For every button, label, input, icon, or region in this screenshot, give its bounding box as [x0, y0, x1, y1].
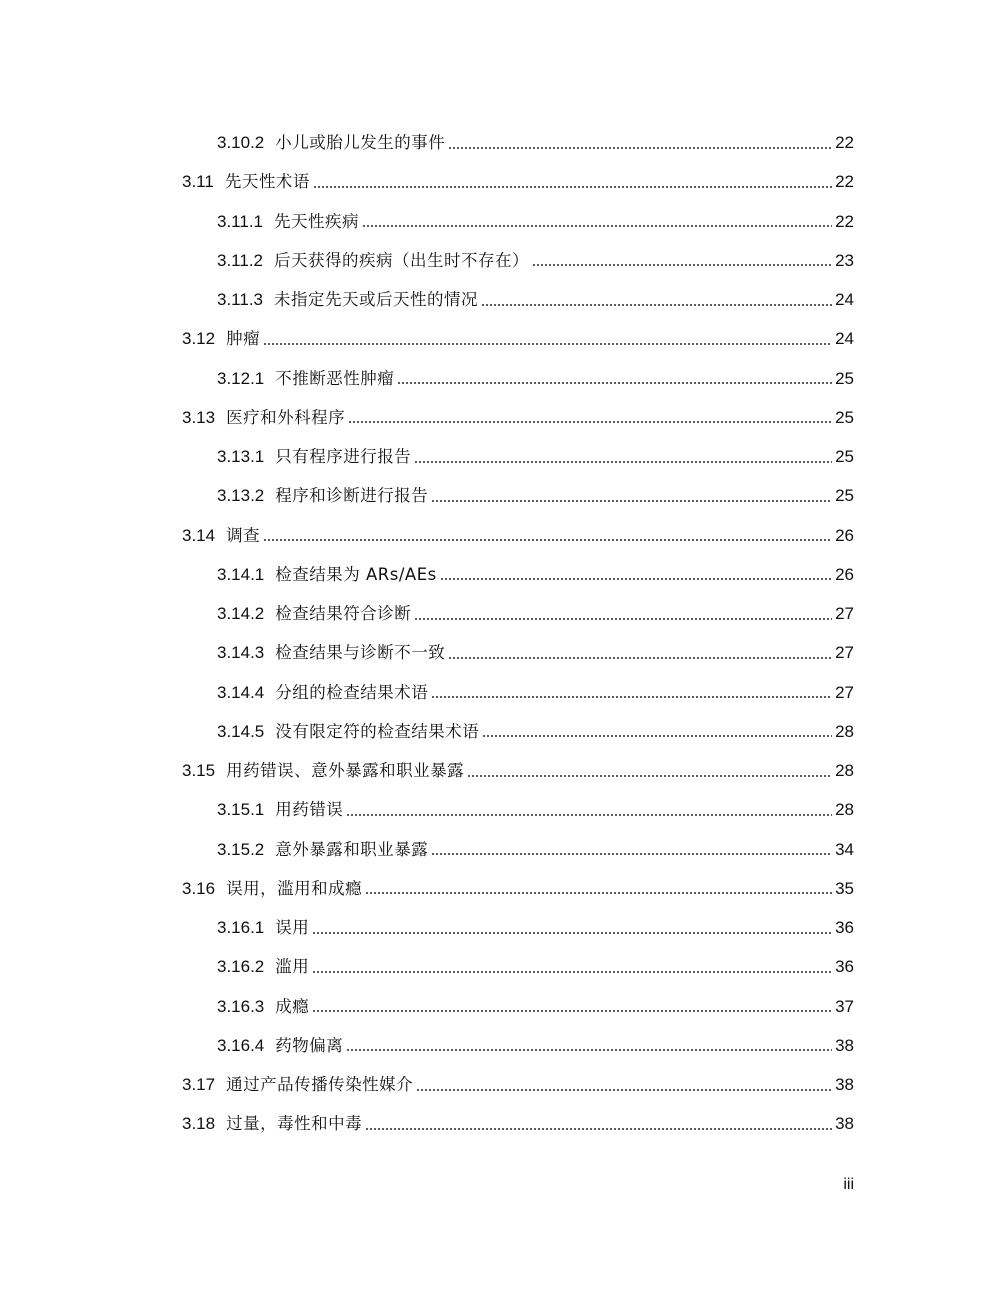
toc-entry-number: 3.11.1 [217, 211, 264, 231]
toc-entry-page: 25 [835, 486, 854, 506]
toc-entry-page: 37 [835, 996, 854, 1016]
toc-entry-title: 用药错误、意外暴露和职业暴露 [226, 761, 465, 780]
toc-entry-number: 3.14.1 [217, 564, 265, 584]
toc-entry-number: 3.16.1 [217, 918, 265, 937]
toc-entry[interactable] [217, 555, 854, 594]
toc-dot-leader [263, 343, 832, 345]
toc-entry[interactable] [217, 673, 854, 712]
toc-entry-page: 26 [835, 525, 854, 545]
toc-dot-leader [346, 1049, 832, 1051]
toc-entry-number: 3.13.2 [217, 486, 265, 506]
toc-entry-number: 3.14.5 [217, 721, 265, 741]
toc-entry[interactable] [182, 751, 854, 790]
toc-entry[interactable] [217, 908, 854, 947]
toc-entry-title: 只有程序进行报告 [275, 447, 412, 466]
toc-entry-page: 38 [835, 1075, 854, 1094]
toc-dot-leader [431, 853, 832, 855]
toc-entry-page: 25 [835, 368, 854, 388]
toc-entry[interactable] [217, 633, 854, 672]
toc-entry-title: 小儿或胎儿发生的事件 [275, 133, 446, 152]
toc-entry-title: 调查 [226, 525, 261, 545]
toc-entry[interactable] [217, 202, 854, 241]
toc-dot-leader [431, 696, 832, 698]
toc-dot-leader [312, 971, 832, 973]
toc-dot-leader [397, 382, 832, 384]
toc-dot-leader [414, 461, 832, 463]
toc-entry-page: 22 [835, 172, 854, 192]
toc-entry[interactable] [182, 162, 854, 201]
toc-entry-page: 34 [835, 839, 854, 859]
toc-dot-leader [312, 1010, 832, 1012]
toc-dot-leader [362, 225, 832, 227]
toc-entry-page: 24 [835, 329, 854, 349]
toc-entry-page: 25 [835, 407, 854, 427]
toc-entry-page: 27 [835, 682, 854, 702]
toc-entry-number: 3.14.2 [217, 604, 265, 623]
toc-entry-number: 3.10.2 [217, 133, 265, 152]
toc-entry[interactable] [217, 594, 854, 633]
page-number: iii [843, 1176, 854, 1193]
toc-entry[interactable] [217, 476, 854, 515]
toc-dot-leader [467, 775, 832, 777]
toc-entry-title: 检查结果为 ARs/AEs [275, 564, 437, 584]
toc-entry-page: 23 [835, 250, 854, 270]
toc-dot-leader [348, 421, 832, 423]
toc-dot-leader [482, 735, 832, 737]
toc-entry[interactable] [217, 241, 854, 280]
toc-entry[interactable] [182, 516, 854, 555]
toc-entry-page: 38 [835, 1114, 854, 1134]
toc-dot-leader [440, 578, 832, 580]
toc-entry-number: 3.11.2 [217, 250, 264, 270]
toc-entry-number: 3.15 [182, 761, 216, 780]
toc-entry-number: 3.12.1 [217, 368, 265, 388]
toc-entry-title: 不推断恶性肿瘤 [275, 368, 395, 388]
toc-entry[interactable] [182, 398, 854, 437]
toc-entry-page: 25 [835, 447, 854, 466]
toc-entry-title: 后天获得的疾病（出生时不存在） [274, 250, 530, 270]
toc-dot-leader [416, 1089, 832, 1091]
toc-entry[interactable] [217, 712, 854, 751]
toc-dot-leader [313, 186, 832, 188]
toc-entry[interactable] [217, 437, 854, 476]
toc-entry-number: 3.14.3 [217, 643, 265, 663]
toc-entry-page: 26 [835, 564, 854, 584]
toc-entry-title: 未指定先天或后天性的情况 [274, 290, 479, 309]
toc-entry-number: 3.18 [182, 1114, 216, 1134]
toc-entry-number: 3.14 [182, 525, 216, 545]
toc-entry-page: 36 [835, 957, 854, 977]
toc-entry-page: 35 [835, 878, 854, 898]
toc-entry[interactable] [217, 947, 854, 986]
toc-entry[interactable] [217, 987, 854, 1026]
toc-entry-title: 误用 [275, 918, 310, 937]
toc-dot-leader [448, 657, 832, 659]
toc-entry-page: 38 [835, 1035, 854, 1055]
toc-entry-number: 3.16.3 [217, 996, 265, 1016]
toc-entry-number: 3.15.2 [217, 839, 265, 859]
toc-entry-page: 22 [835, 133, 854, 152]
toc-dot-leader [312, 932, 832, 934]
toc-entry-title: 药物偏离 [275, 1035, 344, 1055]
toc-dot-leader [481, 304, 832, 306]
toc-dot-leader [431, 500, 832, 502]
toc-dot-leader [365, 892, 832, 894]
toc-entry[interactable] [182, 319, 854, 358]
toc-entry-number: 3.11 [182, 172, 214, 192]
toc-entry-title: 检查结果符合诊断 [275, 604, 412, 623]
toc-entry-page: 28 [835, 761, 854, 780]
toc-entry[interactable] [217, 830, 854, 869]
toc-entry-page: 28 [835, 721, 854, 741]
toc-entry-title: 检查结果与诊断不一致 [275, 643, 446, 663]
toc-entry-title: 滥用 [275, 957, 310, 977]
toc-dot-leader [263, 539, 832, 541]
toc-dot-leader [448, 147, 832, 149]
toc-entry-title: 医疗和外科程序 [226, 407, 346, 427]
toc-entry-page: 24 [835, 290, 854, 309]
toc-dot-leader [532, 264, 832, 266]
toc-entry-number: 3.11.3 [217, 290, 264, 309]
toc-entry-title: 成瘾 [275, 996, 310, 1016]
toc-entry-page: 22 [835, 211, 854, 231]
toc-dot-leader [365, 1128, 832, 1130]
toc-entry-title: 程序和诊断进行报告 [275, 486, 429, 506]
toc-entry-page: 36 [835, 918, 854, 937]
toc-entry[interactable] [217, 123, 854, 162]
toc-entry-title: 先天性术语 [224, 172, 310, 192]
toc-entry-page: 28 [835, 800, 854, 820]
toc-entry-number: 3.16 [182, 878, 216, 898]
toc-entry-number: 3.16.4 [217, 1035, 265, 1055]
toc-dot-leader [346, 814, 832, 816]
toc-entry-title: 误用，滥用和成瘾 [226, 878, 363, 898]
toc-entry-number: 3.16.2 [217, 957, 265, 977]
toc-entry-title: 没有限定符的检查结果术语 [275, 721, 480, 741]
toc-entry[interactable] [182, 869, 854, 908]
toc-entry-page: 27 [835, 604, 854, 623]
toc-entry-number: 3.14.4 [217, 682, 265, 702]
toc-entry-number: 3.12 [182, 329, 216, 349]
toc-entry-title: 意外暴露和职业暴露 [275, 839, 429, 859]
toc-entry[interactable] [217, 280, 854, 319]
toc-entry[interactable] [217, 359, 854, 398]
toc-entry-number: 3.17 [182, 1075, 216, 1094]
toc-entry-page: 27 [835, 643, 854, 663]
toc-entry-title: 先天性疾病 [274, 211, 360, 231]
toc-entry-number: 3.13 [182, 407, 216, 427]
toc-entry-title: 过量，毒性和中毒 [226, 1114, 363, 1134]
toc-entry[interactable] [182, 1104, 854, 1143]
toc-entry[interactable] [217, 790, 854, 829]
toc-dot-leader [414, 618, 832, 620]
toc-entry-title: 分组的检查结果术语 [275, 682, 429, 702]
toc-entry-title: 通过产品传播传染性媒介 [226, 1075, 414, 1094]
toc-entry[interactable] [217, 1026, 854, 1065]
toc-entry-number: 3.15.1 [217, 800, 265, 820]
toc-entry-number: 3.13.1 [217, 447, 265, 466]
toc-entry-title: 肿瘤 [226, 329, 261, 349]
toc-entry-title: 用药错误 [275, 800, 344, 820]
toc-entry[interactable] [182, 1065, 854, 1104]
